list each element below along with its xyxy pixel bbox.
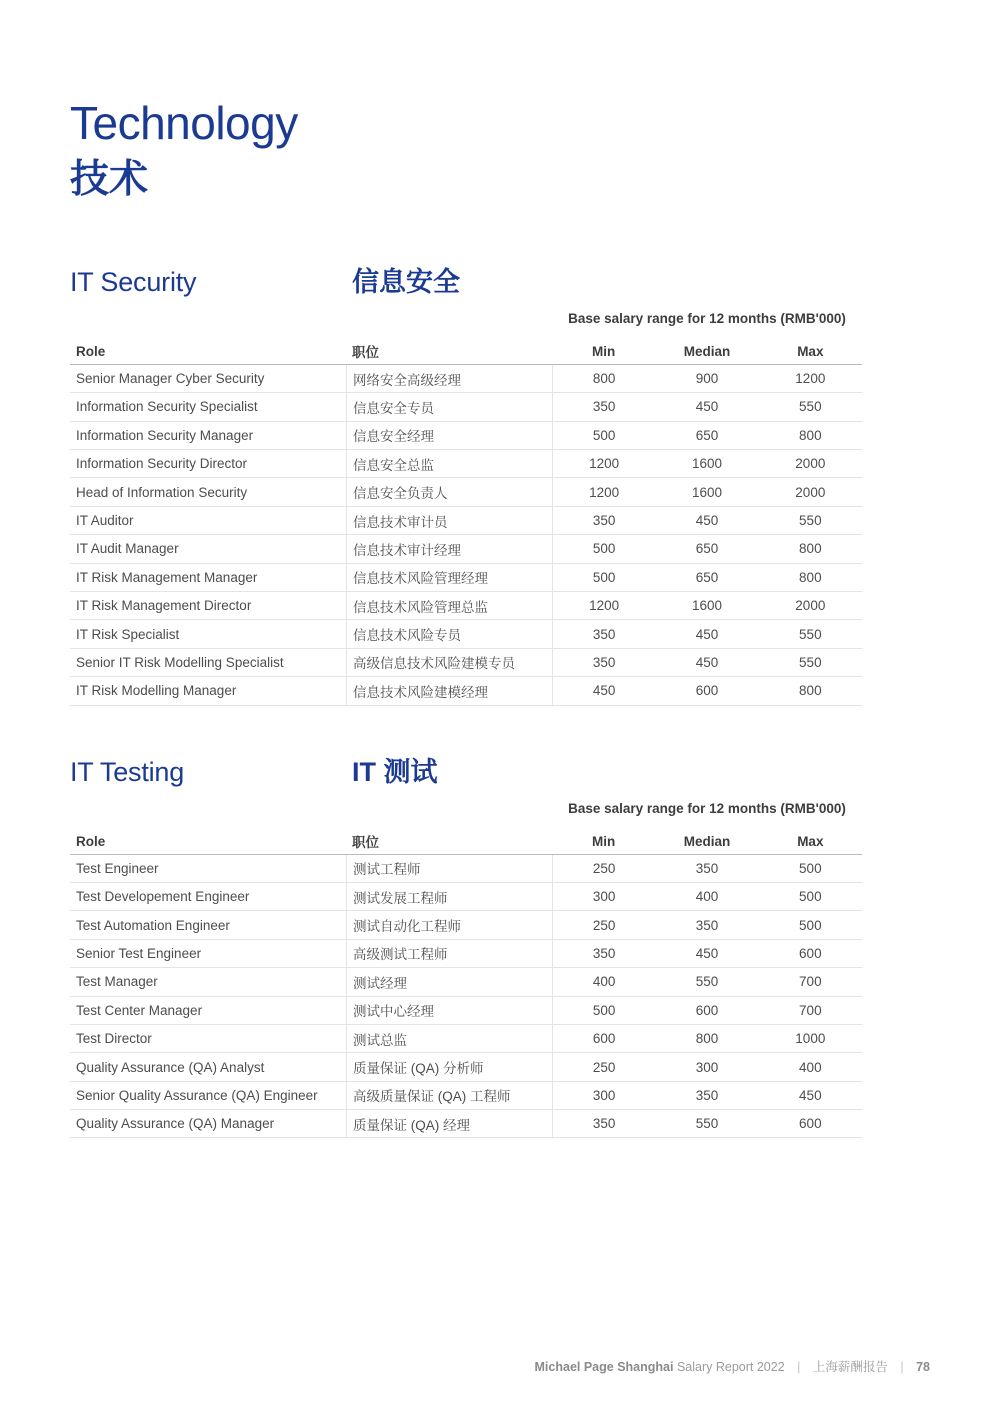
role-cell: Test Director bbox=[76, 1031, 152, 1047]
median-cell: 600 bbox=[695, 1002, 719, 1018]
role-zh-cell: 信息技术风险建模经理 bbox=[346, 677, 552, 704]
max-cell: 700 bbox=[799, 974, 822, 990]
section-heading-en: IT Testing bbox=[70, 756, 185, 787]
table-row bbox=[70, 911, 862, 939]
median-cell: 450 bbox=[695, 654, 719, 670]
table-row bbox=[70, 677, 862, 705]
footer-separator: | bbox=[900, 1360, 904, 1374]
min-cell: 300 bbox=[552, 1082, 655, 1109]
min-cell: 1200 bbox=[552, 592, 655, 619]
role-cell: Information Security Specialist bbox=[76, 399, 258, 415]
column-header-max: Max bbox=[797, 833, 824, 849]
min-cell: 350 bbox=[552, 1110, 655, 1137]
table-row bbox=[70, 507, 862, 535]
median-cell: 450 bbox=[695, 513, 719, 529]
max-cell: 550 bbox=[799, 654, 822, 670]
table-row bbox=[70, 393, 862, 421]
max-cell: 550 bbox=[799, 513, 822, 529]
role-zh-cell: 信息技术审计经理 bbox=[346, 535, 552, 562]
max-cell: 2000 bbox=[795, 598, 826, 614]
min-cell: 350 bbox=[552, 620, 655, 647]
table-row bbox=[70, 620, 862, 648]
role-zh-cell: 信息技术风险专员 bbox=[346, 620, 552, 647]
role-cell: Head of Information Security bbox=[76, 484, 248, 500]
median-cell: 550 bbox=[695, 974, 719, 990]
max-cell: 400 bbox=[799, 1059, 822, 1075]
min-cell: 250 bbox=[552, 911, 655, 938]
role-cell: IT Risk Specialist bbox=[76, 626, 180, 642]
median-cell: 900 bbox=[695, 371, 719, 387]
column-header-median: Median bbox=[683, 833, 731, 849]
table-row bbox=[70, 422, 862, 450]
median-cell: 650 bbox=[695, 541, 719, 557]
max-cell: 2000 bbox=[795, 456, 826, 472]
role-cell: Senior Quality Assurance (QA) Engineer bbox=[76, 1087, 318, 1103]
table-row bbox=[70, 997, 862, 1025]
role-zh-cell: 信息安全总监 bbox=[346, 450, 552, 477]
max-cell: 1200 bbox=[795, 371, 826, 387]
role-zh-cell: 高级信息技术风险建模专员 bbox=[346, 649, 552, 676]
role-zh-cell: 质量保证 (QA) 分析师 bbox=[346, 1053, 552, 1080]
column-header-role-zh: 职位 bbox=[352, 345, 379, 361]
min-cell: 1200 bbox=[552, 450, 655, 477]
table-row bbox=[70, 968, 862, 996]
role-cell: Test Automation Engineer bbox=[76, 917, 230, 933]
min-cell: 800 bbox=[552, 365, 655, 392]
table-row bbox=[70, 649, 862, 677]
role-zh-cell: 测试工程师 bbox=[346, 855, 552, 882]
median-cell: 350 bbox=[695, 860, 719, 876]
page-footer bbox=[535, 1357, 930, 1375]
footer-separator: | bbox=[797, 1360, 801, 1374]
role-zh-cell: 测试自动化工程师 bbox=[346, 911, 552, 938]
min-cell: 250 bbox=[552, 1053, 655, 1080]
role-zh-cell: 测试发展工程师 bbox=[346, 883, 552, 910]
min-cell: 500 bbox=[552, 422, 655, 449]
role-zh-cell: 质量保证 (QA) 经理 bbox=[346, 1110, 552, 1137]
min-cell: 600 bbox=[552, 1025, 655, 1052]
median-cell: 450 bbox=[695, 399, 719, 415]
section-heading bbox=[70, 260, 930, 299]
min-cell: 500 bbox=[552, 997, 655, 1024]
table-row bbox=[70, 1025, 862, 1053]
footer-report-title: Salary Report 2022 bbox=[676, 1360, 785, 1374]
median-cell: 450 bbox=[695, 626, 719, 642]
min-cell: 350 bbox=[552, 649, 655, 676]
table-header-row bbox=[70, 339, 862, 365]
max-cell: 500 bbox=[799, 917, 822, 933]
min-cell: 250 bbox=[552, 855, 655, 882]
table-body bbox=[70, 855, 862, 1139]
role-zh-cell: 信息安全专员 bbox=[346, 393, 552, 420]
max-cell: 550 bbox=[799, 399, 822, 415]
median-cell: 600 bbox=[695, 683, 719, 699]
salary-table bbox=[70, 829, 862, 1139]
role-cell: Test Center Manager bbox=[76, 1002, 203, 1018]
salary-table bbox=[70, 339, 862, 706]
max-cell: 700 bbox=[799, 1002, 822, 1018]
table-row bbox=[70, 365, 862, 393]
column-header-role: Role bbox=[76, 833, 106, 849]
max-cell: 2000 bbox=[795, 484, 826, 500]
page-title-en: Technology bbox=[70, 97, 298, 149]
footer-report-title-zh: 上海薪酬报告 bbox=[812, 1360, 888, 1374]
median-cell: 1600 bbox=[691, 456, 723, 472]
median-cell: 1600 bbox=[691, 598, 723, 614]
role-zh-cell: 信息安全负责人 bbox=[346, 478, 552, 505]
role-zh-cell: 测试中心经理 bbox=[346, 997, 552, 1024]
role-zh-cell: 信息技术风险管理经理 bbox=[346, 564, 552, 591]
section-heading-zh: IT 测试 bbox=[352, 756, 438, 787]
role-zh-cell: 信息安全经理 bbox=[346, 422, 552, 449]
role-cell: Quality Assurance (QA) Manager bbox=[76, 1116, 275, 1132]
table-row bbox=[70, 535, 862, 563]
max-cell: 500 bbox=[799, 860, 822, 876]
min-cell: 350 bbox=[552, 940, 655, 967]
column-header-role: Role bbox=[76, 343, 106, 359]
role-cell: Information Security Manager bbox=[76, 427, 254, 443]
min-cell: 300 bbox=[552, 883, 655, 910]
column-header-max: Max bbox=[797, 343, 824, 359]
role-cell: Senior Test Engineer bbox=[76, 945, 202, 961]
section-it-security bbox=[70, 260, 930, 706]
min-cell: 450 bbox=[552, 677, 655, 704]
min-cell: 500 bbox=[552, 564, 655, 591]
max-cell: 450 bbox=[799, 1087, 822, 1103]
max-cell: 800 bbox=[799, 569, 822, 585]
page-title-zh: 技术 bbox=[70, 158, 149, 201]
min-cell: 350 bbox=[552, 507, 655, 534]
page-header bbox=[70, 97, 930, 202]
role-cell: Test Engineer bbox=[76, 860, 159, 876]
section-heading-zh: 信息安全 bbox=[352, 266, 460, 297]
median-cell: 650 bbox=[695, 427, 719, 443]
section-it-testing bbox=[70, 750, 930, 1139]
column-header-median: Median bbox=[683, 343, 731, 359]
max-cell: 800 bbox=[799, 541, 822, 557]
salary-note: Base salary range for 12 months (RMB'000) bbox=[568, 800, 846, 816]
median-cell: 550 bbox=[695, 1116, 719, 1132]
role-cell: IT Auditor bbox=[76, 513, 134, 529]
min-cell: 1200 bbox=[552, 478, 655, 505]
min-cell: 500 bbox=[552, 535, 655, 562]
table-row bbox=[70, 592, 862, 620]
role-zh-cell: 测试总监 bbox=[346, 1025, 552, 1052]
salary-note: Base salary range for 12 months (RMB'000) bbox=[568, 310, 846, 326]
table-row bbox=[70, 883, 862, 911]
max-cell: 600 bbox=[799, 945, 822, 961]
max-cell: 1000 bbox=[795, 1031, 826, 1047]
role-cell: Senior IT Risk Modelling Specialist bbox=[76, 654, 284, 670]
role-zh-cell: 高级质量保证 (QA) 工程师 bbox=[346, 1082, 552, 1109]
max-cell: 800 bbox=[799, 427, 822, 443]
role-cell: IT Risk Modelling Manager bbox=[76, 683, 237, 699]
role-zh-cell: 高级测试工程师 bbox=[346, 940, 552, 967]
footer-brand: Michael Page Shanghai bbox=[534, 1360, 674, 1374]
median-cell: 350 bbox=[695, 1087, 719, 1103]
table-header-row bbox=[70, 829, 862, 855]
role-zh-cell: 信息技术风险管理总监 bbox=[346, 592, 552, 619]
section-heading bbox=[70, 750, 930, 789]
role-cell: Senior Manager Cyber Security bbox=[76, 371, 265, 387]
max-cell: 800 bbox=[799, 683, 822, 699]
median-cell: 450 bbox=[695, 945, 719, 961]
median-cell: 800 bbox=[695, 1031, 719, 1047]
median-cell: 400 bbox=[695, 889, 719, 905]
role-cell: Test Developement Engineer bbox=[76, 889, 250, 905]
table-row bbox=[70, 1110, 862, 1138]
table-row bbox=[70, 855, 862, 883]
median-cell: 1600 bbox=[691, 484, 723, 500]
role-zh-cell: 信息技术审计员 bbox=[346, 507, 552, 534]
table-body bbox=[70, 365, 862, 706]
table-row bbox=[70, 450, 862, 478]
column-header-min: Min bbox=[592, 343, 616, 359]
min-cell: 400 bbox=[552, 968, 655, 995]
role-zh-cell: 测试经理 bbox=[346, 968, 552, 995]
role-cell: Information Security Director bbox=[76, 456, 248, 472]
role-cell: Quality Assurance (QA) Analyst bbox=[76, 1059, 265, 1075]
column-header-role-zh: 职位 bbox=[352, 835, 379, 851]
median-cell: 300 bbox=[695, 1059, 719, 1075]
min-cell: 350 bbox=[552, 393, 655, 420]
column-header-min: Min bbox=[592, 833, 616, 849]
table-row bbox=[70, 564, 862, 592]
max-cell: 550 bbox=[799, 626, 822, 642]
max-cell: 500 bbox=[799, 889, 822, 905]
median-cell: 350 bbox=[695, 917, 719, 933]
role-cell: Test Manager bbox=[76, 974, 158, 990]
role-zh-cell: 网络安全高级经理 bbox=[346, 365, 552, 392]
max-cell: 600 bbox=[799, 1116, 822, 1132]
table-row bbox=[70, 940, 862, 968]
table-row bbox=[70, 478, 862, 506]
role-cell: IT Risk Management Manager bbox=[76, 569, 258, 585]
median-cell: 650 bbox=[695, 569, 719, 585]
section-heading-en: IT Security bbox=[70, 266, 197, 297]
table-row bbox=[70, 1082, 862, 1110]
footer-page-number: 78 bbox=[916, 1360, 930, 1374]
table-row bbox=[70, 1053, 862, 1081]
role-cell: IT Audit Manager bbox=[76, 541, 179, 557]
role-cell: IT Risk Management Director bbox=[76, 598, 252, 614]
